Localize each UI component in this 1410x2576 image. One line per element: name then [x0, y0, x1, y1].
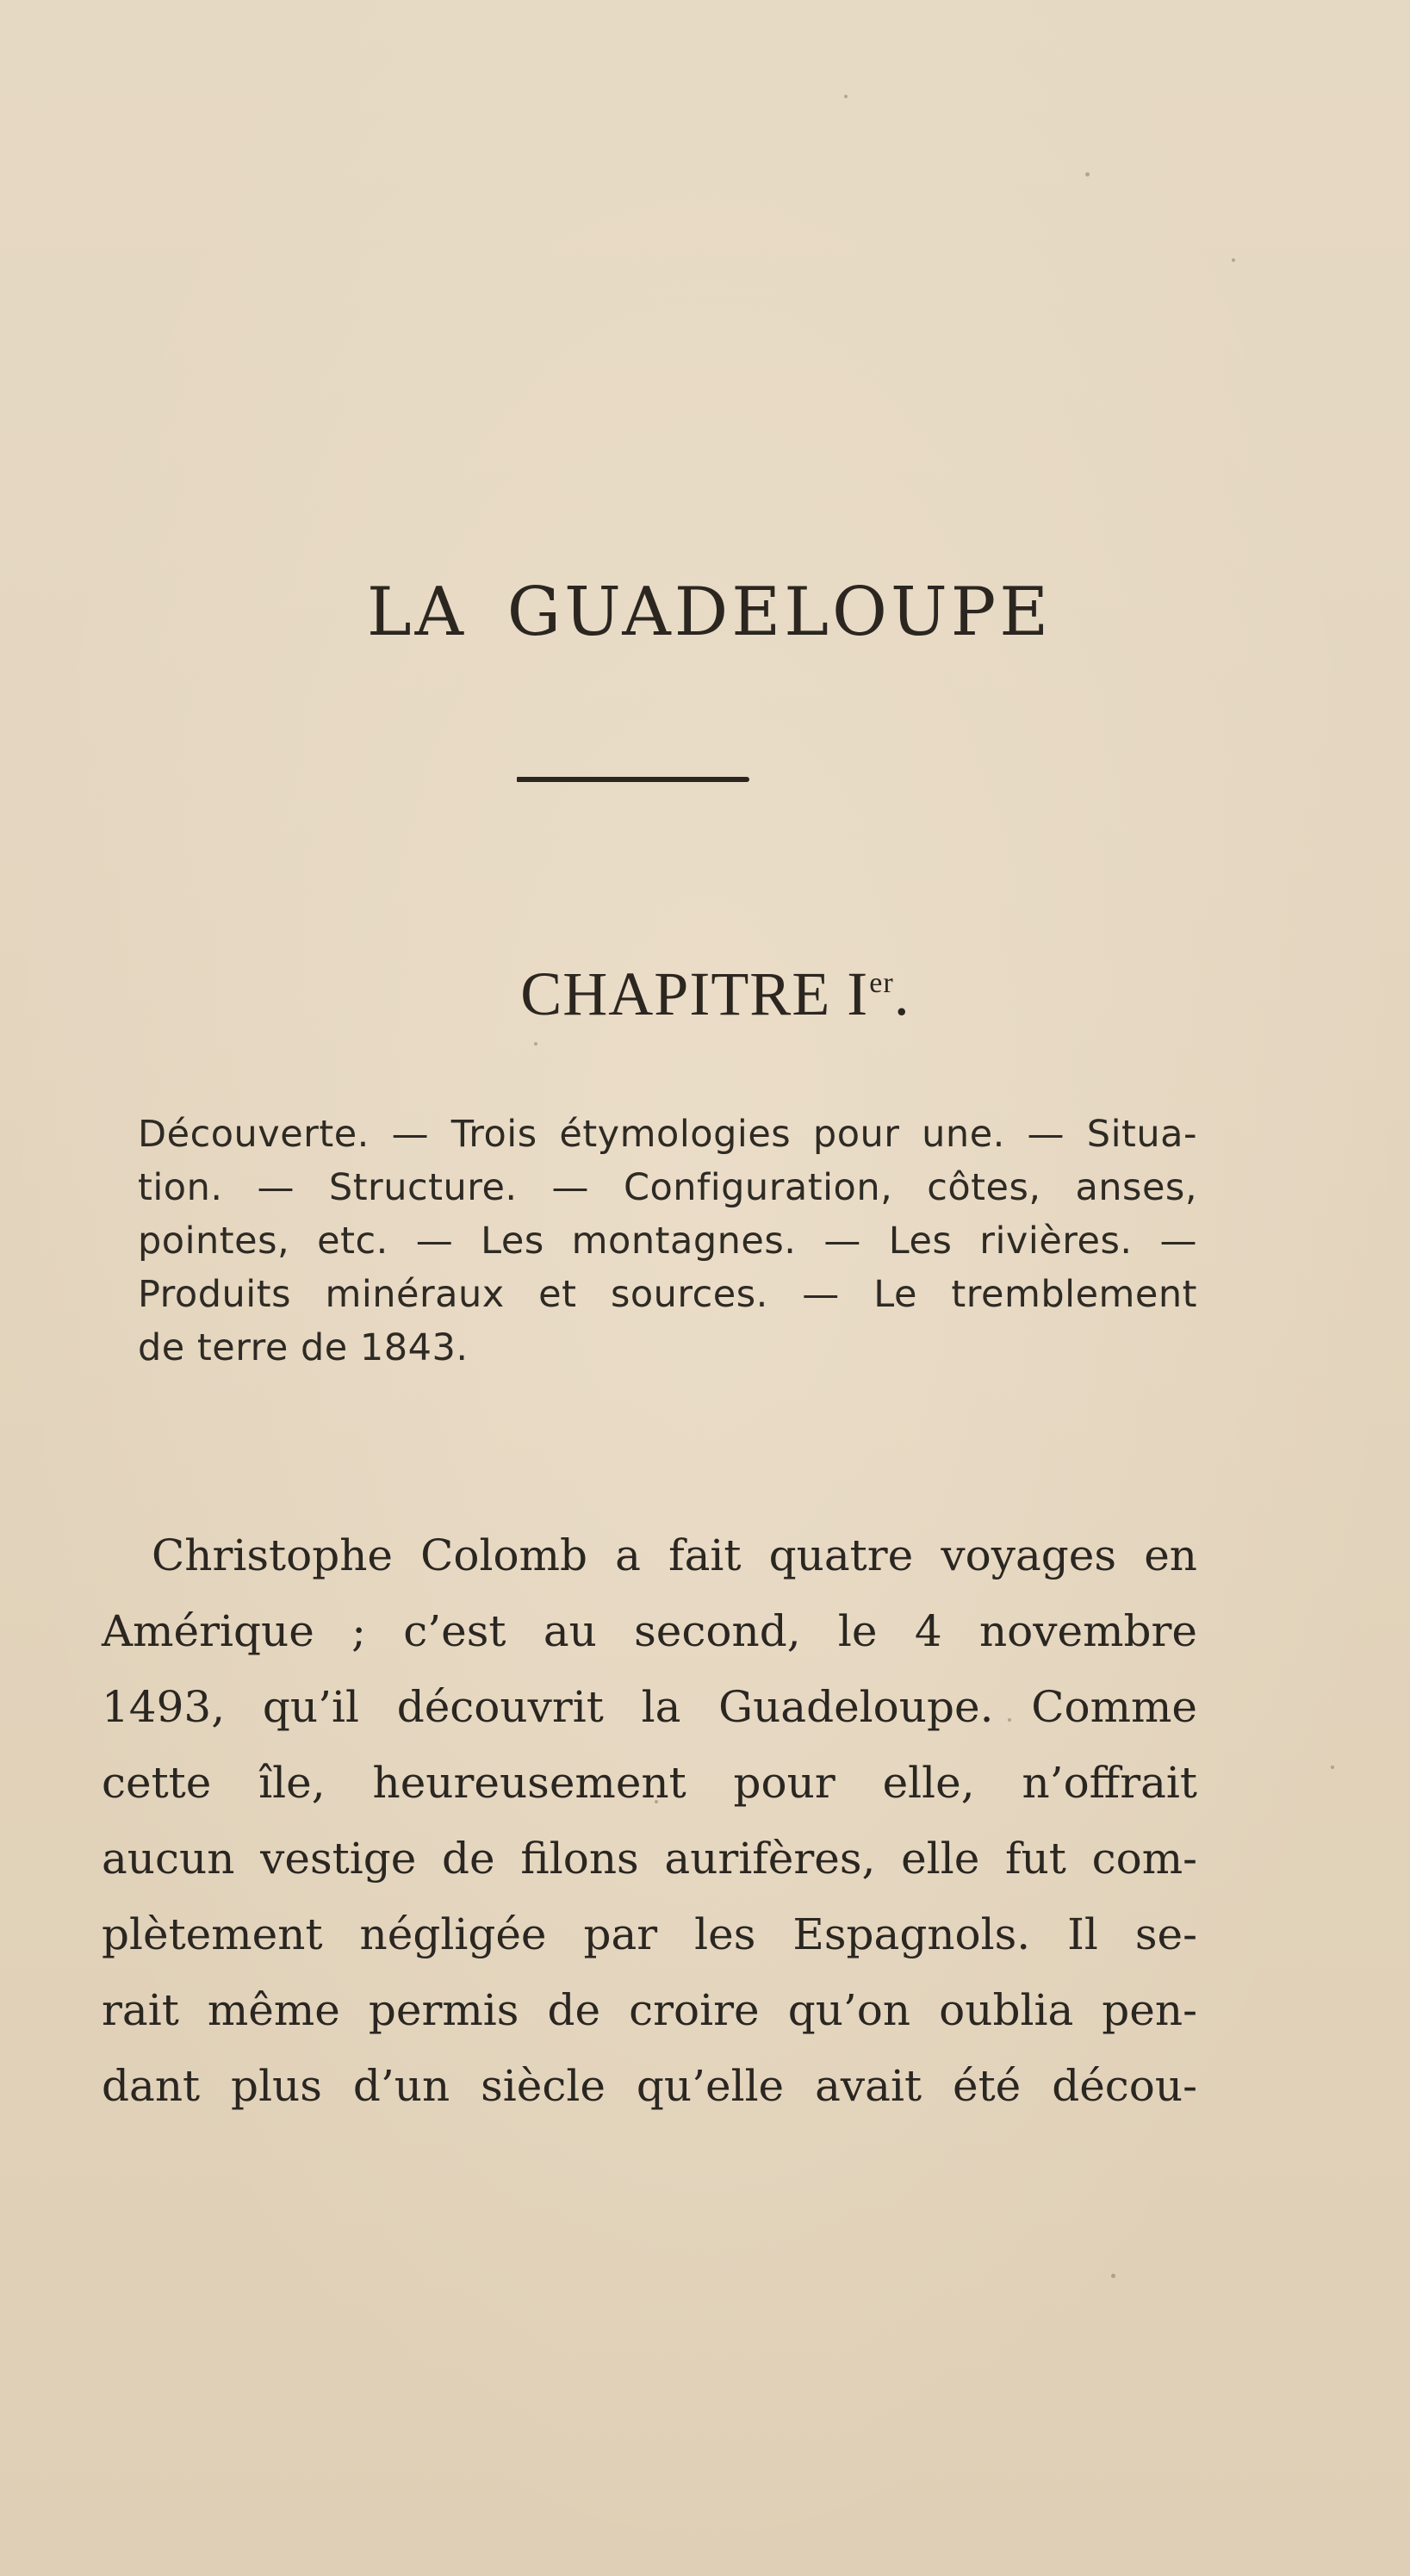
- summary-line: pointes, etc. — Les montagnes. — Les rivières. —: [138, 1220, 1197, 1263]
- summary-line: Découverte. — Trois étymologies pour une. — Situa-: [138, 1113, 1197, 1156]
- body-line: Christophe Colomb a fait quatre voyages en: [152, 1530, 1197, 1580]
- body-line: cette île, heureusement pour elle, n’offrait: [102, 1758, 1197, 1808]
- paper-speck: [1232, 258, 1235, 262]
- book-title: LA GUADELOUPE: [366, 574, 1053, 651]
- body-line: plètement négligée par les Espagnols. Il se-: [102, 1909, 1197, 1959]
- paper-speck: [1085, 172, 1090, 177]
- body-line: Amérique ; c’est au second, le 4 novembre: [102, 1606, 1197, 1656]
- paper-speck: [1008, 1718, 1011, 1722]
- paper-speck: [1111, 2274, 1115, 2278]
- chapter-label: CHAPITRE I: [520, 959, 869, 1028]
- paper-speck: [1331, 1766, 1334, 1769]
- chapter-heading-period: .: [893, 959, 910, 1028]
- chapter-summary: [138, 1108, 1197, 1375]
- body-line: rait même permis de croire qu’on oublia pen-: [102, 1985, 1197, 2035]
- paper-speck: [655, 1800, 658, 1803]
- summary-line: Produits minéraux et sources. — Le tremblement: [138, 1273, 1197, 1316]
- paper-speck: [534, 1042, 537, 1046]
- body-line: dant plus d’un siècle qu’elle avait été décou-: [102, 2061, 1197, 2111]
- chapter-ordinal-superscript: er: [869, 967, 894, 999]
- body-line: aucun vestige de filons aurifères, elle fut com-: [102, 1834, 1197, 1884]
- summary-line: de terre de 1843.: [138, 1326, 469, 1369]
- summary-line: tion. — Structure. — Configuration, côtes, anses,: [138, 1166, 1197, 1209]
- title-divider-rule: [517, 777, 749, 782]
- chapter-heading: [0, 959, 1410, 1028]
- paper-speck: [844, 95, 848, 98]
- body-paragraph: [102, 1518, 1197, 2124]
- body-line: 1493, qu’il découvrit la Guadeloupe. Comme: [102, 1682, 1197, 1732]
